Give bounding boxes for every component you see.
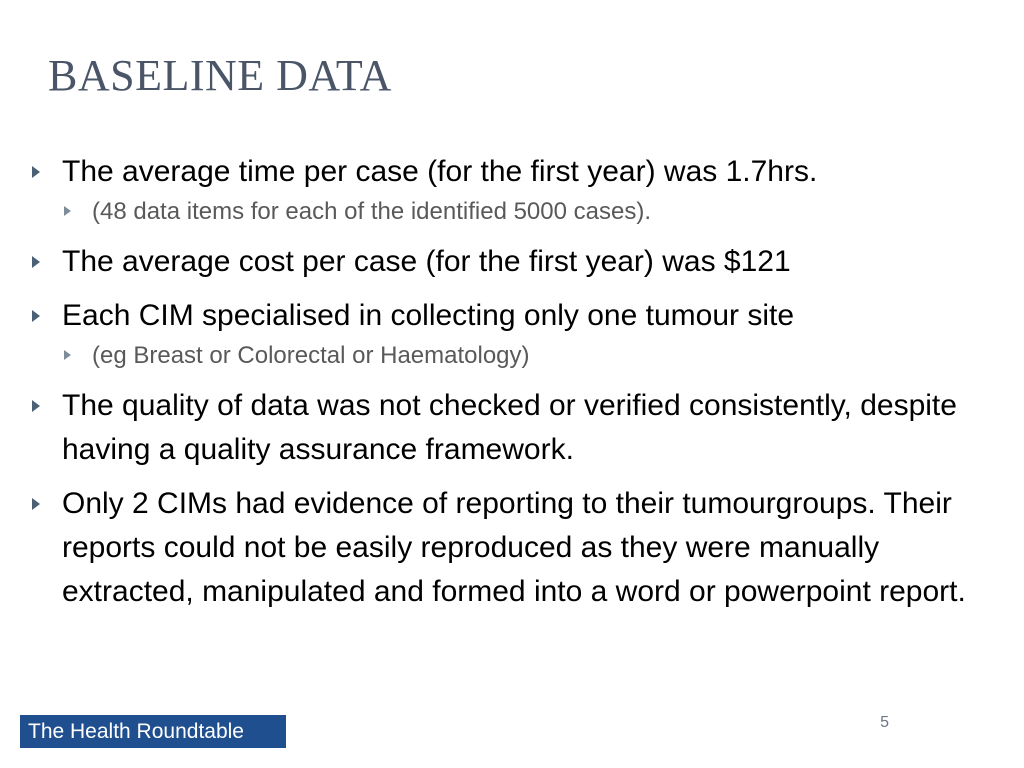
bullet-text: Each CIM specialised in collecting only one tumour site <box>62 299 795 332</box>
bullet-item <box>30 150 980 194</box>
bullet-item <box>30 384 980 472</box>
bullet-text: The quality of data was not checked or verified consistently, despite having a quality assurance framework. <box>62 389 957 466</box>
sub-bullet-arrow-icon <box>64 206 71 216</box>
sub-bullet-text: (48 data items for each of the identified 5000 cases). <box>92 198 651 225</box>
footer-logo: The Health Roundtable <box>20 715 286 748</box>
sub-bullet-text: (eg Breast or Colorectal or Haematology) <box>92 342 530 369</box>
bullet-arrow-icon <box>32 498 40 510</box>
bullet-arrow-icon <box>32 256 40 268</box>
bullet-arrow-icon <box>32 400 40 412</box>
sub-bullet-item <box>30 194 980 230</box>
bullet-list <box>30 150 980 614</box>
bullet-item <box>30 294 980 338</box>
bullet-arrow-icon <box>32 310 40 322</box>
bullet-text: The average cost per case (for the first year) was $121 <box>62 245 791 278</box>
page-number: 5 <box>880 714 889 731</box>
bullet-item <box>30 482 980 614</box>
sub-bullet-item <box>30 338 980 374</box>
bullet-text: Only 2 CIMs had evidence of reporting to their tumourgroups. Their reports could not be easily reproduced as they were manually extracted, manipulated and formed into a word or powerpoint report. <box>62 487 966 608</box>
bullet-item <box>30 240 980 284</box>
bullet-text: The average time per case (for the first year) was 1.7hrs. <box>62 155 818 188</box>
bullet-arrow-icon <box>32 166 40 178</box>
slide-title: BASELINE DATA <box>48 51 392 100</box>
sub-bullet-arrow-icon <box>64 350 71 360</box>
